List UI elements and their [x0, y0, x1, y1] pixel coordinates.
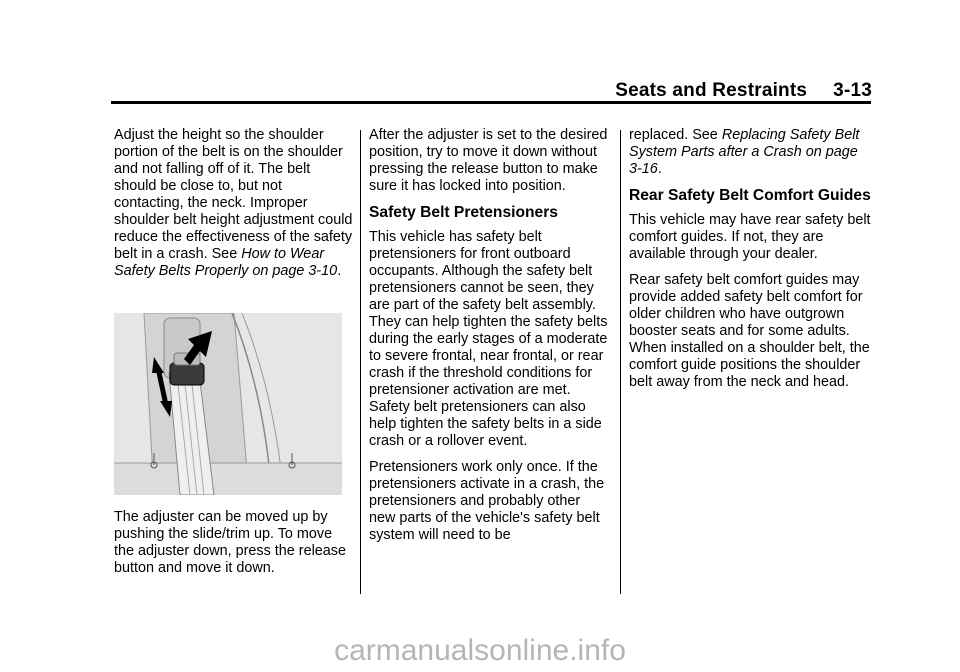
paragraph: This vehicle has safety belt pretensioners for front outboard occupants. Although the safety belt pretensioners cannot be seen, they are part of the safety belt assembly. They can help tighten the safety belts during the early stages of a moderate to severe frontal, near frontal, or rear crash if the threshold conditions for pretensioner activation are met. Safety belt pretensioners can also help tighten the safety belts in a side crash or a rollover event. — [369, 229, 608, 449]
paragraph — [629, 127, 871, 178]
cross-reference-link[interactable]: How to Wear Safety Belts Properly on page 3-10 — [114, 246, 338, 279]
shoulder-belt-adjuster-illustration — [114, 313, 342, 495]
paragraph: This vehicle may have rear safety belt comfort guides. If not, they are available through your dealer. — [629, 212, 871, 262]
page-number: 3-13 — [833, 80, 872, 101]
paragraph-end: . — [657, 161, 662, 177]
paragraph-text: Adjust the height so the shoulder portion of the belt is on the shoulder and not falling off of it. The belt should be close to, but not contacting, the neck. Improper shoulder belt height adjustment could reduce the effectiveness of the safety belt in a crash. See — [114, 127, 353, 262]
watermark: carmanualsonline.info — [334, 634, 626, 667]
column-divider — [620, 130, 621, 594]
paragraph — [114, 127, 354, 280]
section-heading: Rear Safety Belt Comfort Guides — [629, 187, 871, 204]
page-header — [615, 80, 872, 102]
paragraph-end: . — [337, 263, 342, 279]
cross-reference-link[interactable]: Replacing Safety Belt System Parts after a Crash on page 3-16 — [629, 127, 860, 177]
paragraph-text: replaced. See — [629, 127, 722, 143]
paragraph: The adjuster can be moved up by pushing the slide/trim up. To move the adjuster down, press the release button and move it down. — [114, 509, 346, 576]
column-1-lower — [114, 509, 354, 586]
column-1 — [114, 127, 354, 289]
section-heading: Safety Belt Pretensioners — [369, 204, 558, 221]
paragraph: Pretensioners work only once. If the pretensioners activate in a crash, the pretensioners and probably other new parts of the vehicle's safety belt system will need to be — [369, 459, 605, 543]
column-2 — [369, 127, 609, 553]
paragraph: Rear safety belt comfort guides may provide added safety belt comfort for older children who have outgrown booster seats and for some adults. When installed on a shoulder belt, the comfort guide positions the shoulder belt away from the neck and head. — [629, 272, 870, 390]
paragraph: After the adjuster is set to the desired position, try to move it down without pressing the release button to make sure it has locked into position. — [369, 127, 608, 194]
column-3 — [629, 127, 871, 400]
header-rule — [111, 101, 871, 104]
column-divider — [360, 130, 361, 594]
section-title: Seats and Restraints — [615, 80, 808, 101]
